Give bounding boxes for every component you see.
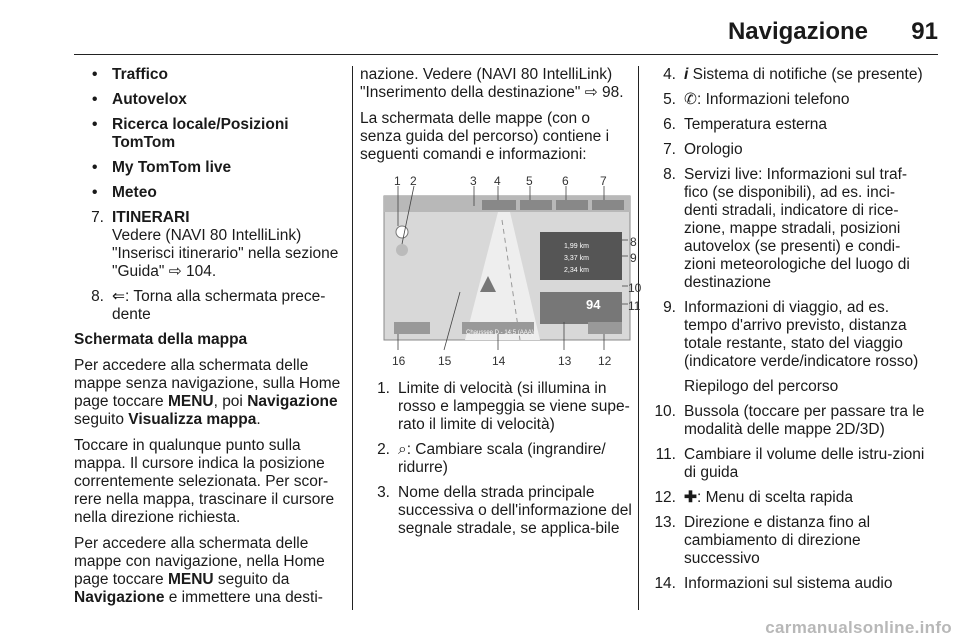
column-1 bbox=[74, 66, 344, 615]
numbered-item-8 bbox=[74, 288, 344, 324]
column-3 bbox=[646, 66, 928, 600]
page-header bbox=[0, 0, 960, 52]
map-readout: 3,37 km bbox=[564, 255, 589, 262]
numbered-item: 2. ⌕: Cambiare scala (ingrandire/ ridurre) bbox=[377, 441, 606, 476]
numbered-item: 11. Cambiare il volume delle istru-zioni di guida bbox=[655, 446, 925, 481]
list-item: • Traffico bbox=[74, 66, 344, 84]
item-text: Vedere (NAVI 80 IntelliLink) "Inserisci itinerario" nella sezione "Guida" bbox=[112, 227, 339, 280]
numbered-item: 7. Orologio bbox=[663, 141, 743, 158]
map-callout: 7 bbox=[600, 174, 607, 188]
numbered-item: 1. Limite di velocità (si illumina in rosso e lampeggia se viene supe-rato il limite di velocità) bbox=[377, 380, 630, 433]
arrow-ref-icon: ⇨ bbox=[584, 84, 598, 101]
map-speed: 94 bbox=[586, 297, 601, 312]
map-road-name: Chaussee D - 14:5 (AAA) bbox=[466, 330, 534, 336]
map-callout: 8 bbox=[630, 235, 637, 249]
numbered-item: 14. Informazioni sul sistema audio bbox=[654, 575, 893, 592]
info-icon: i bbox=[684, 66, 689, 83]
numbered-item: 6. Temperatura esterna bbox=[663, 116, 828, 133]
numbered-item: 12. ✚: Menu di scelta rapida bbox=[654, 489, 853, 506]
map-callout: 2 bbox=[410, 174, 417, 188]
map-callout: 16 bbox=[392, 354, 406, 368]
map-readout: 1,99 km bbox=[564, 243, 589, 250]
map-callout: 3 bbox=[470, 174, 477, 188]
map-callout: 4 bbox=[494, 174, 501, 188]
map-callout: 11 bbox=[628, 299, 641, 313]
numbered-item: 5. ✆: Informazioni telefono bbox=[663, 91, 850, 108]
numbered-item: 8. Servizi live: Informazioni sul traf-fico (se disponibili), ad es. inci-denti stradali, indicatore di rice-zione, mappe stradali, posizioni autovelox (se presenti) e condi-zioni meteorologiche del luogo di destinazione bbox=[663, 166, 910, 291]
numbered-item: 13. Direzione e distanza fino al cambiamento di direzione successivo bbox=[654, 514, 871, 567]
column-2 bbox=[360, 66, 642, 545]
item-number: 7. bbox=[91, 209, 104, 226]
list-item: • Autovelox bbox=[74, 91, 344, 109]
column-divider-1 bbox=[352, 66, 353, 610]
list-item: • Meteo bbox=[74, 184, 344, 202]
page-title: Navigazione bbox=[727, 18, 868, 45]
page-number: 91 bbox=[911, 18, 938, 45]
paragraph: Toccare in qualunque punto sulla mappa. Il cursore indica la posizione correntemente selezionata. Per scor-rere nella mappa, trascinare il cursore nella direzione richiesta. bbox=[74, 437, 335, 526]
numbered-item: 10. Bussola (toccare per passare tra le modalità delle mappe 2D/3D) bbox=[654, 403, 925, 438]
paragraph: nazione. Vedere (NAVI 80 IntelliLink) "Inserimento della destinazione" ⇨ 98. bbox=[360, 66, 624, 101]
page-ref: 104. bbox=[186, 263, 217, 280]
plus-icon: ✚ bbox=[684, 489, 697, 506]
map-callout: 1 bbox=[394, 174, 401, 188]
map-readout: 2,34 km bbox=[564, 267, 589, 274]
item-title: ITINERARI bbox=[112, 209, 190, 226]
arrow-ref-icon: ⇨ bbox=[168, 263, 182, 280]
numbered-item-extra: Riepilogo del percorso bbox=[684, 378, 839, 395]
phone-icon: ✆ bbox=[684, 91, 697, 108]
map-callout: 9 bbox=[630, 251, 637, 265]
numbered-item: 4. i Sistema di notifiche (se presente) bbox=[663, 66, 923, 83]
map-callout: 5 bbox=[526, 174, 533, 188]
zoom-icon: ⌕ bbox=[398, 441, 407, 458]
map-callout: 15 bbox=[438, 354, 452, 368]
paragraph: Per accedere alla schermata delle mappe senza navigazione, sulla Home page toccare MENU, poi Navigazione seguito Visualizza mappa. bbox=[74, 357, 341, 428]
header-rule bbox=[74, 54, 938, 55]
map-callout: 6 bbox=[562, 174, 569, 188]
map-callout: 10 bbox=[628, 281, 642, 295]
list-item: • My TomTom live bbox=[74, 159, 344, 177]
numbered-item: 9. Informazioni di viaggio, ad es. tempo d'arrivo previsto, distanza totale restante, stato del viaggio (indicatore verde/indicatore rosso) bbox=[663, 299, 919, 370]
paragraph: Per accedere alla schermata delle mappe con navigazione, nella Home page toccare MENU seguito da Navigazione e immettere una desti- bbox=[74, 535, 325, 606]
back-arrow-icon: ⇐ bbox=[112, 288, 125, 305]
item-number: 8. bbox=[91, 288, 104, 305]
map-screen-figure bbox=[370, 172, 642, 370]
section-heading: Schermata della mappa bbox=[74, 331, 248, 348]
list-item: • Ricerca locale/Posizioni TomTom bbox=[74, 116, 344, 152]
paragraph: La schermata delle mappe (con o senza guida del percorso) contiene i seguenti comandi e informazioni: bbox=[360, 110, 610, 163]
item-text: : Torna alla schermata prece-dente bbox=[112, 288, 326, 323]
map-callout: 13 bbox=[558, 354, 572, 368]
numbered-item: 3. Nome della strada principale successiva o dell'informazione del segnale stradale, se applica-bile bbox=[377, 484, 632, 537]
watermark: carmanualsonline.info bbox=[765, 618, 952, 637]
map-callout: 14 bbox=[492, 354, 506, 368]
numbered-item-7 bbox=[74, 209, 344, 281]
map-callout: 12 bbox=[598, 354, 612, 368]
